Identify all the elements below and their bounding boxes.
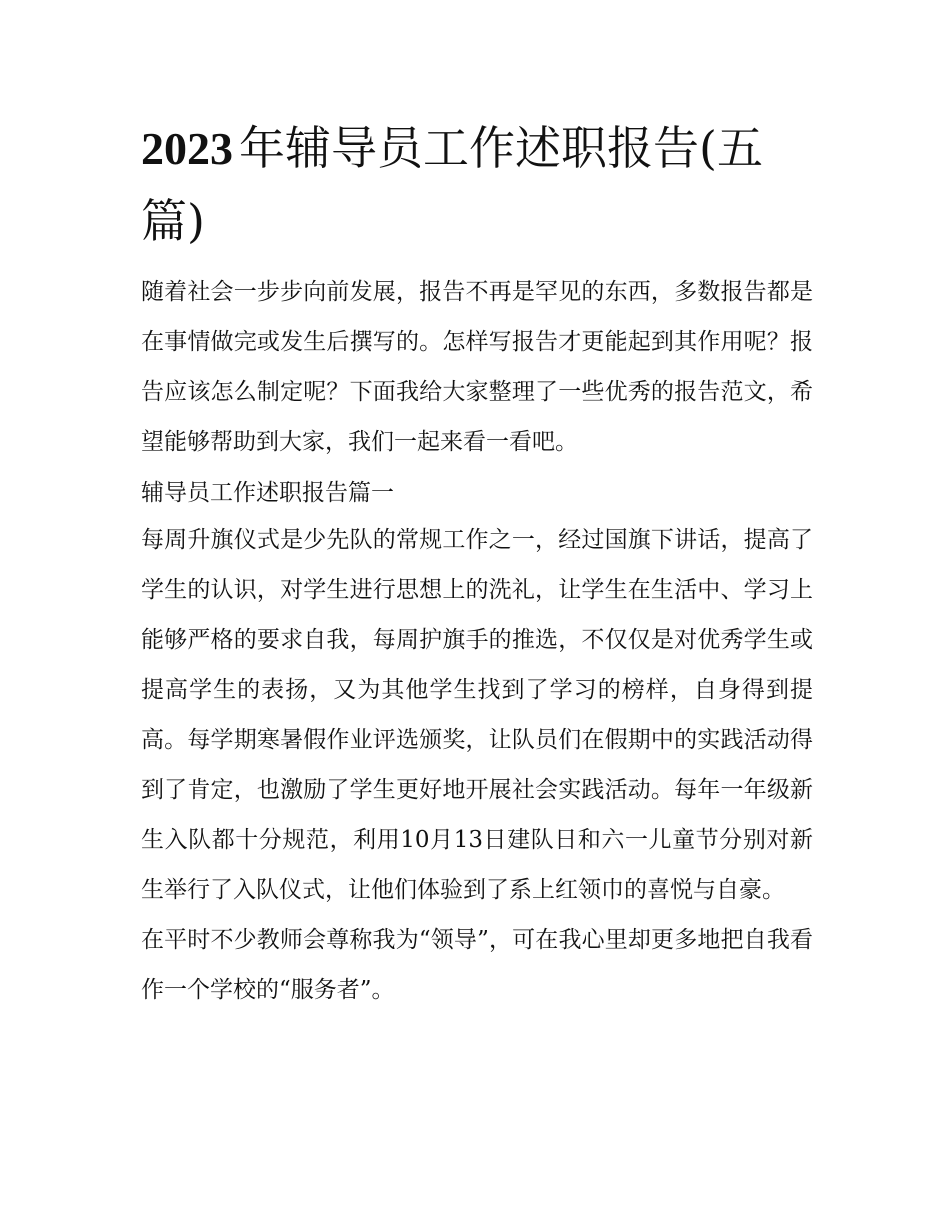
document-body	[141, 112, 813, 1015]
title-text: 年辅导员工作述职报告(五篇)	[141, 121, 763, 248]
body-paragraph-1: 每周升旗仪式是少先队的常规工作之一，经过国旗下讲话，提高了学生的认识，对学生进行思想上的洗礼，让学生在生活中、学习上能够严格的要求自我，每周护旗手的推选，不仅仅是对优秀学生或提高学生的表扬，又为其他学生找到了学习的榜样，自身得到提高。每学期寒暑假作业评选颁奖，让队员们在假期中的实践活动得到了肯定，也激励了学生更好地开展社会实践活动。每年一年级新生入队都十分规范，利用10月13日建队日和六一儿童节分别对新生举行了入队仪式，让他们体验到了系上红领巾的喜悦与自豪。	[141, 527, 813, 903]
intro-paragraph: 随着社会一步步向前发展，报告不再是罕见的东西，多数报告都是在事情做完或发生后撰写的。怎样写报告才更能起到其作用呢？报告应该怎么制定呢？下面我给大家整理了一些优秀的报告范文，希望能够帮助到大家，我们一起来看一看吧。	[141, 279, 813, 455]
title-year: 2023	[141, 123, 233, 174]
document-title	[141, 112, 813, 257]
section-heading: 辅导员工作述职报告篇一	[141, 480, 394, 506]
body-paragraph-2: 在平时不少教师会尊称我为“领导”，可在我心里却更多地把自我看作一个学校的“服务者”。	[141, 927, 813, 1003]
